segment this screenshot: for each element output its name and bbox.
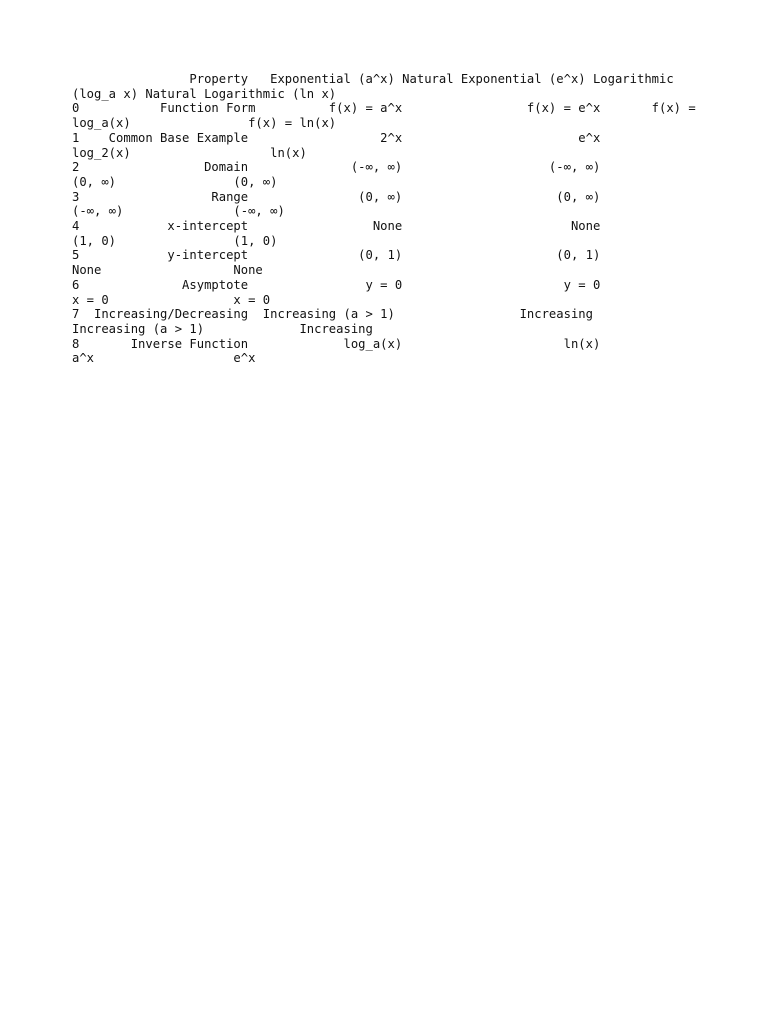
document-page — [72, 72, 712, 366]
text-line: (0, ∞) (0, ∞) — [72, 174, 278, 189]
text-line: 6 Asymptote y = 0 y = 0 — [72, 277, 601, 292]
table-output — [72, 72, 712, 366]
text-line: (log_a x) Natural Logarithmic (ln x) — [72, 86, 337, 101]
text-line: Increasing (a > 1) Increasing — [72, 321, 373, 336]
text-line: 1 Common Base Example 2^x e^x — [72, 130, 601, 145]
text-line: a^x e^x — [72, 351, 256, 366]
text-line: Property Exponential (a^x) Natural Exponential (e^x) Logarithmic — [72, 72, 674, 86]
text-line: 5 y-intercept (0, 1) (0, 1) — [72, 248, 601, 263]
text-line: 4 x-intercept None None — [72, 219, 601, 234]
text-line: (-∞, ∞) (-∞, ∞) — [72, 204, 285, 219]
text-line: 3 Range (0, ∞) (0, ∞) — [72, 189, 601, 204]
text-line: 8 Inverse Function log_a(x) ln(x) — [72, 336, 601, 351]
text-line: (1, 0) (1, 0) — [72, 233, 278, 248]
text-line: log_2(x) ln(x) — [72, 145, 307, 160]
text-line: log_a(x) f(x) = ln(x) — [72, 116, 337, 131]
text-line: 0 Function Form f(x) = a^x f(x) = e^x f(x) = — [72, 101, 696, 116]
text-line: None None — [72, 263, 263, 278]
text-line: 7 Increasing/Decreasing Increasing (a > 1) Increasing — [72, 307, 593, 322]
text-line: x = 0 x = 0 — [72, 292, 271, 307]
text-line: 2 Domain (-∞, ∞) (-∞, ∞) — [72, 160, 601, 175]
